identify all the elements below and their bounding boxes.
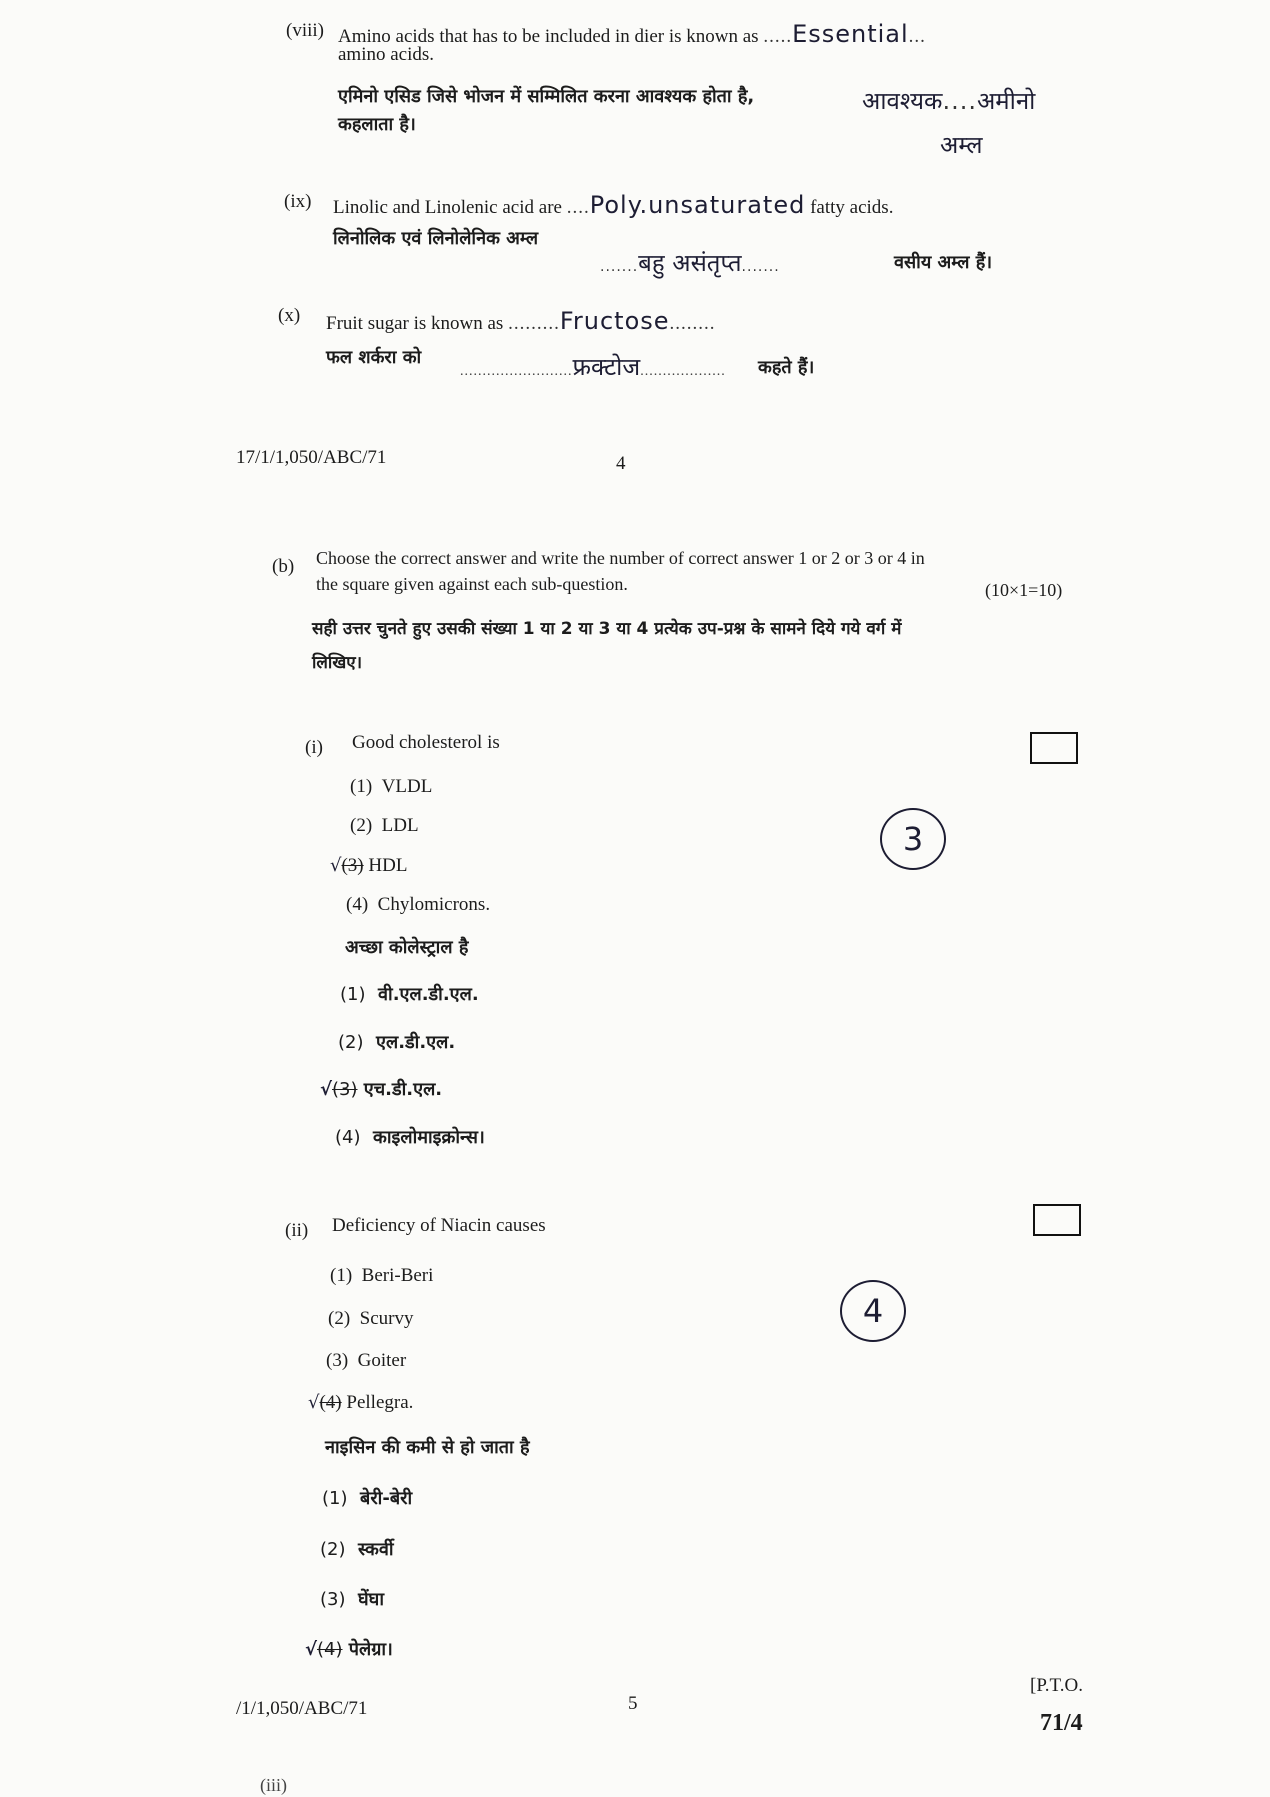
q8-dots-before: ..... [763, 26, 793, 47]
footer-code-page5: /1/1,050/ABC/71 [236, 1698, 368, 1719]
qii-hi-option-2-num: (2) [320, 1539, 346, 1560]
section-b-hi-line2: लिखिए। [312, 653, 363, 673]
qi-option-4 [346, 894, 490, 916]
q8-hi-answer-1: आवश्यक [862, 87, 943, 115]
qi-option-1-num: (1) [350, 776, 373, 797]
qii-hi-option-1-text: बेरी-बेरी [360, 1488, 413, 1509]
qii-answer-box[interactable] [1033, 1204, 1081, 1236]
qii-hi-option-4 [305, 1637, 393, 1661]
qii-option-2 [328, 1308, 413, 1330]
q8-hi-answer-2: अमीनो [976, 87, 1036, 115]
qii-hi-option-3 [320, 1587, 384, 1611]
qi-option-4-num: (4) [346, 894, 369, 915]
footer-page-number-4: 4 [616, 453, 626, 474]
next-question-label: (iii) [260, 1775, 287, 1795]
qii-option-1-num: (1) [330, 1265, 353, 1286]
qi-written-answer: 3 [880, 808, 946, 870]
q8-label: (viii) [286, 20, 324, 41]
qi-hi-option-4 [335, 1125, 485, 1149]
section-b-en-line2: the square given against each sub-question. [316, 574, 628, 594]
qi-hi-option-2-num: (2) [338, 1032, 364, 1053]
qi-hi-option-3 [320, 1077, 442, 1101]
q10-hi-text2: कहते हैं। [758, 357, 815, 378]
qii-option-2-text: Scurvy [359, 1308, 414, 1329]
qi-hi-option-2-text: एल.डी.एल. [376, 1032, 456, 1053]
section-b-marks: (10×1=10) [985, 580, 1063, 600]
qii-option-1 [330, 1265, 433, 1287]
qii-hi-option-1 [322, 1486, 412, 1510]
qi-hi-option-2 [338, 1030, 455, 1054]
qii-option-3 [326, 1350, 406, 1372]
qi-hi-option-4-text: काइलोमाइक्रोन्स। [373, 1127, 485, 1148]
q9-en-question: Linolic and Linolenic acid are [333, 197, 562, 218]
q9-en-answer: Poly.unsaturated [589, 191, 806, 219]
q8-dots-after: ... [908, 26, 926, 47]
qii-hi-option-1-num: (1) [322, 1488, 348, 1509]
qii-tick-mark: √ [308, 1392, 320, 1413]
qii-option-3-text: Goiter [357, 1350, 407, 1371]
qi-option-2-num: (2) [350, 815, 373, 836]
qii-hi-question: नाइसिन की कमी से हो जाता है [325, 1437, 530, 1458]
qii-option-4-text: Pellegra. [346, 1392, 414, 1413]
footer-pto: [P.T.O. [1030, 1675, 1083, 1696]
q10-hi-answer-wrap: .........................फ्रक्टोज................... [460, 353, 726, 381]
section-b-hi-line1: सही उत्तर चुनते हुए उसकी संख्या 1 या 2 या 3 या 4 प्रत्येक उप-प्रश्न के सामने दिये गये वर्ग में [312, 619, 902, 639]
qii-option-3-num: (3) [326, 1350, 349, 1371]
qii-hi-option-2 [320, 1537, 394, 1561]
qi-option-1-text: VLDL [381, 776, 433, 797]
qii-hi-option-4-num: (4) [317, 1639, 343, 1660]
qii-option-4 [308, 1392, 413, 1414]
q9-hi-answer-wrap: .......बहु असंतृप्त....... [600, 249, 780, 277]
q10-en-answer: Fructose [559, 307, 670, 335]
qii-hi-option-4-text: पेलेग्रा। [348, 1639, 393, 1660]
section-b-en-line1: Choose the correct answer and write the number of correct answer 1 or 2 or 3 or 4 in [316, 548, 925, 568]
q10-label: (x) [278, 305, 301, 326]
qii-hi-option-3-text: घेंघा [358, 1589, 384, 1610]
qi-hi-question: अच्छा कोलेस्ट्राल है [345, 937, 469, 958]
q10-hi-text: फल शर्करा को [326, 347, 422, 368]
q9-en-line: Linolic and Linolenic acid are ....Poly.unsaturated fatty acids. [333, 191, 894, 219]
qii-written-answer: 4 [840, 1280, 906, 1342]
q9-en-text2: fatty acids. [810, 197, 894, 218]
qi-label: (i) [305, 737, 323, 758]
qii-hi-tick-mark: √ [305, 1639, 318, 1660]
qi-option-3-text: HDL [368, 855, 408, 876]
footer-page-number-5: 5 [628, 1693, 638, 1714]
qii-hi-option-3-num: (3) [320, 1589, 346, 1610]
qi-option-1 [350, 776, 432, 798]
q8-en-text2: amino acids. [338, 44, 435, 65]
qi-hi-option-1 [340, 982, 479, 1006]
q8-hi-text2: कहलाता है। [338, 114, 416, 135]
qi-hi-option-4-num: (4) [335, 1127, 361, 1148]
qi-option-3-num: (3) [341, 855, 364, 876]
qi-hi-option-1-text: वी.एल.डी.एल. [378, 984, 479, 1005]
qi-option-4-text: Chylomicrons. [377, 894, 491, 915]
footer-code-page4: 17/1/1,050/ABC/71 [236, 447, 387, 468]
q9-hi-text: लिनोलिक एवं लिनोलेनिक अम्ल [333, 228, 539, 249]
qii-label: (ii) [285, 1220, 309, 1241]
q10-en-line: Fruit sugar is known as .........Fructose........ [326, 307, 716, 335]
qii-option-1-text: Beri-Beri [361, 1265, 434, 1286]
qi-hi-option-3-num: (3) [332, 1079, 358, 1100]
q8-hi-answer-3: अम्ल [940, 131, 983, 159]
qi-tick-mark: √ [330, 855, 342, 876]
q10-en-question: Fruit sugar is known as [326, 313, 504, 334]
q8-en-question: Amino acids that has to be included in dier is known as [338, 26, 759, 47]
qii-option-2-num: (2) [328, 1308, 351, 1329]
q9-label: (ix) [284, 191, 312, 212]
qi-question: Good cholesterol is [352, 732, 500, 753]
qi-answer-box[interactable] [1030, 732, 1078, 764]
qi-hi-tick-mark: √ [320, 1079, 333, 1100]
qii-question: Deficiency of Niacin causes [332, 1215, 546, 1236]
q9-hi-answer: बहु असंतृप्त [638, 249, 742, 277]
section-b-label: (b) [272, 556, 295, 577]
qii-hi-option-2-text: स्कर्वी [358, 1539, 394, 1560]
qi-hi-option-1-num: (1) [340, 984, 366, 1005]
qi-hi-option-3-text: एच.डी.एल. [363, 1079, 443, 1100]
q8-hi-answer: आवश्यक....अमीनो [862, 87, 1036, 115]
q10-hi-answer: फ्रक्टोज [572, 353, 641, 381]
q8-hi-text: एमिनो एसिड जिसे भोजन में सम्मिलित करना आवश्यक होता है, [338, 86, 755, 107]
footer-paper-number: 71/4 [1040, 1710, 1083, 1736]
q9-hi-text2: वसीय अम्ल हैं। [894, 252, 993, 273]
qi-option-2-text: LDL [381, 815, 419, 836]
q8-en-answer: Essential [792, 20, 909, 48]
qi-option-3 [330, 855, 407, 877]
qii-option-4-num: (4) [319, 1392, 342, 1413]
qi-option-2 [350, 815, 419, 837]
